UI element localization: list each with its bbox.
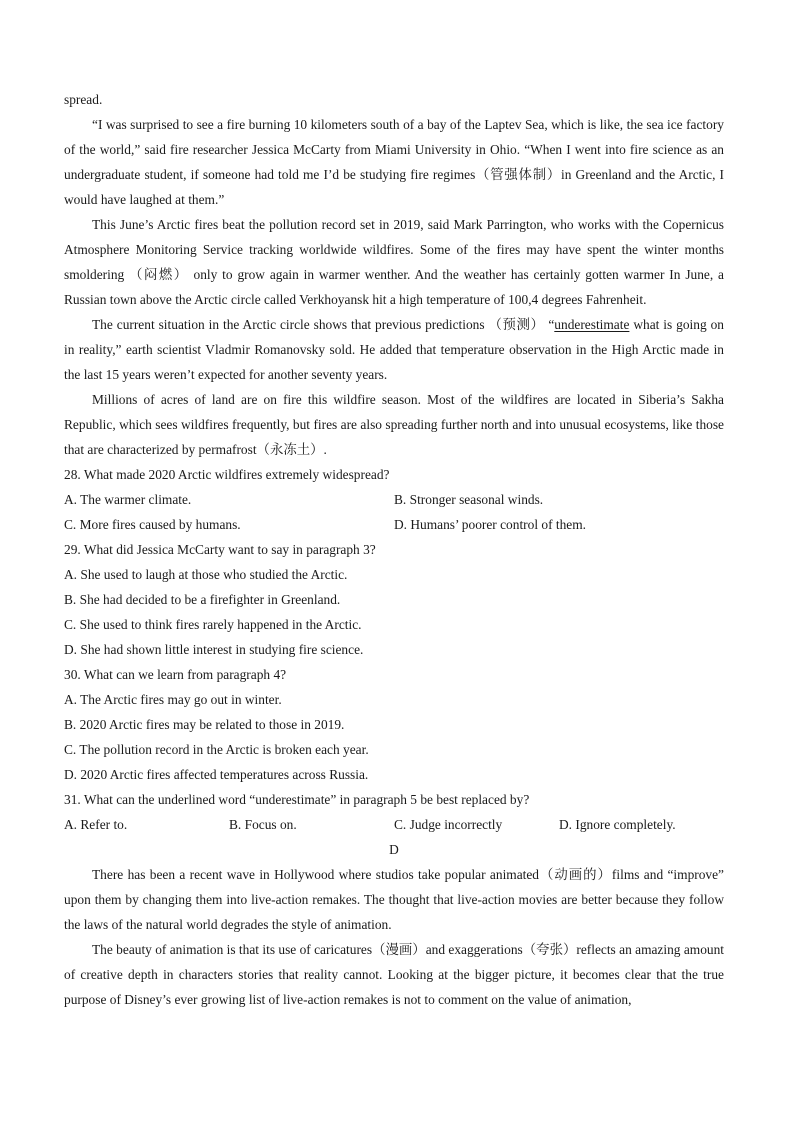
- passage-c-paragraph-3: “I was surprised to see a fire burning 10 kilometers south of a bay of the Laptev Sea, which is like, the sea ice factory of the world,” said fire researcher Jessica McCarty from Miami University in Ohio. “When I went into fire science as an undergraduate student, if someone had told me I’d be studying fire regimes（管强体制）in Greenland and the Arctic, I would have laughed at them.”: [64, 117, 724, 207]
- question-29-option-b[interactable]: B. She had decided to be a firefighter in Greenland.: [64, 592, 341, 607]
- passage-d-paragraph-1: There has been a recent wave in Hollywood where studios take popular animated（动画的）films and “improve” upon them by changing them into live-action remakes. The thought that live-action movies are better because they follow the laws of the natural world degrades the style of animation.: [64, 867, 724, 932]
- question-30-stem: 30. What can we learn from paragraph 4?: [64, 667, 287, 682]
- question-30-option-c[interactable]: C. The pollution record in the Arctic is broken each year.: [64, 742, 369, 757]
- question-28-option-b[interactable]: B. Stronger seasonal winds.: [394, 492, 544, 507]
- question-31-option-b[interactable]: B. Focus on.: [229, 817, 297, 832]
- question-31-options-row: [64, 812, 724, 837]
- question-28-options-row-2: [64, 512, 724, 537]
- underlined-word: underestimate: [554, 317, 630, 332]
- question-30-option-b[interactable]: B. 2020 Arctic fires may be related to those in 2019.: [64, 717, 345, 732]
- question-29-option-a[interactable]: A. She used to laugh at those who studied the Arctic.: [64, 567, 348, 582]
- question-29-stem: 29. What did Jessica McCarty want to say in paragraph 3?: [64, 542, 376, 557]
- question-29-option-d[interactable]: D. She had shown little interest in studying fire science.: [64, 642, 364, 657]
- passage-c-continuation: spread.: [64, 92, 103, 107]
- page-content: [64, 87, 724, 1012]
- p5-before: The current situation in the Arctic circle shows that previous predictions （预测） “: [92, 317, 555, 332]
- question-28-option-a[interactable]: A. The warmer climate.: [64, 492, 192, 507]
- question-28-option-c[interactable]: C. More fires caused by humans.: [64, 517, 241, 532]
- question-29-option-c[interactable]: C. She used to think fires rarely happened in the Arctic.: [64, 617, 362, 632]
- question-31-stem: 31. What can the underlined word “underestimate” in paragraph 5 be best replaced by?: [64, 792, 530, 807]
- passage-c-paragraph-4: This June’s Arctic fires beat the pollution record set in 2019, said Mark Parrington, who works with the Copernicus Atmosphere Monitoring Service tracking worldwide wildfires. Some of the fires may have spent the winter months smoldering （闷燃） only to grow again in warmer wenther. And the weather has certainly gotten warmer In June, a Russian town above the Arctic circle called Verkhoyansk hit a high temperature of 100,4 degrees Fahrenheit.: [64, 217, 724, 307]
- question-31-option-c[interactable]: C. Judge incorrectly: [394, 817, 503, 832]
- question-28-options-row-1: [64, 487, 724, 512]
- passage-d-paragraph-2: The beauty of animation is that its use of caricatures（漫画）and exaggerations（夸张）reflects an amazing amount of creative depth in characters stories that reality cannot. Looking at the bigger picture, it becomes clear that the true purpose of Disney’s ever growing list of live-action remakes is not to comment on the value of animation,: [64, 942, 724, 1007]
- passage-d-heading: D: [389, 842, 399, 857]
- question-28-option-d[interactable]: D. Humans’ poorer control of them.: [394, 517, 587, 532]
- passage-c-paragraph-6: Millions of acres of land are on fire this wildfire season. Most of the wildfires are located in Siberia’s Sakha Republic, which sees wildfires frequently, but fires are also spreading further north and into unusual ecosystems, like those that are characterized by permafrost（永冻土）.: [64, 392, 724, 457]
- question-31-option-d[interactable]: D. Ignore completely.: [559, 817, 676, 832]
- question-31-option-a[interactable]: A. Refer to.: [64, 817, 128, 832]
- question-30-option-d[interactable]: D. 2020 Arctic fires affected temperatures across Russia.: [64, 767, 369, 782]
- p5-after: what is going on in reality,” earth scientist Vladmir Romanovsky sold. He added that temperature observation in the High Arctic made in the last 15 years weren’t expected for another seventy years.: [64, 317, 724, 382]
- passage-c-paragraph-5: [64, 312, 724, 387]
- question-28-stem: 28. What made 2020 Arctic wildfires extremely widespread?: [64, 467, 390, 482]
- question-30-option-a[interactable]: A. The Arctic fires may go out in winter.: [64, 692, 282, 707]
